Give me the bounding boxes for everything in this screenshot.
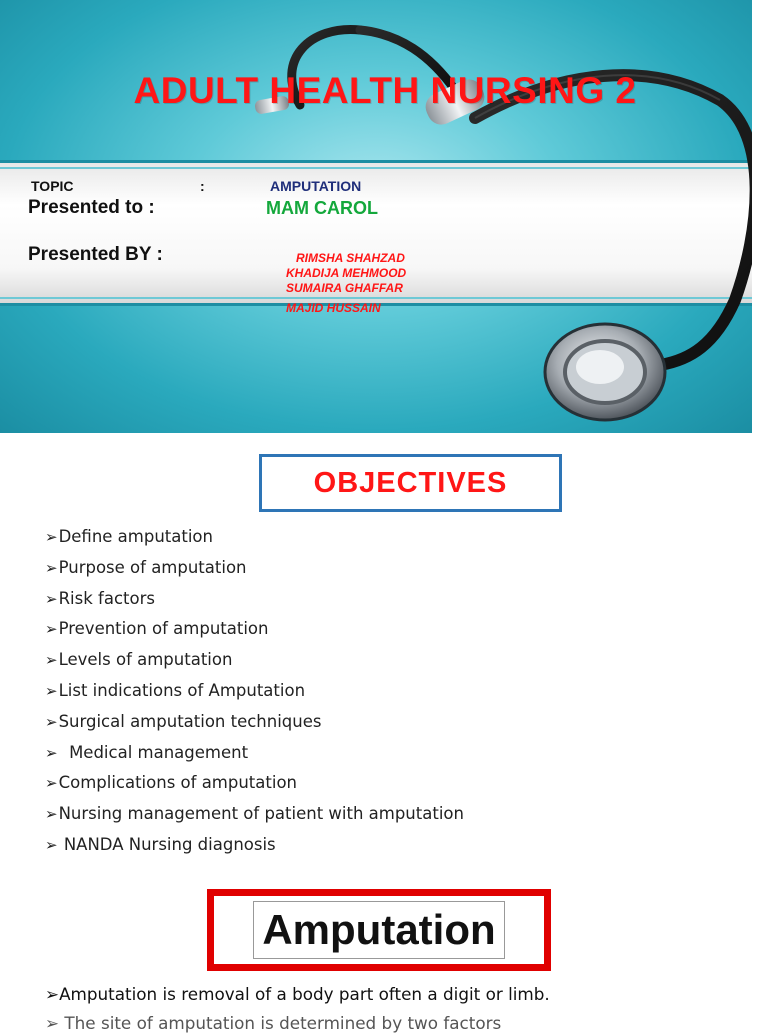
objective-text: Risk factors <box>58 588 155 608</box>
arrow-bullet-icon: ➢ <box>45 681 58 700</box>
objective-text: Nursing management of patient with amputation <box>58 804 464 824</box>
list-item <box>45 646 464 677</box>
objective-text: Define amputation <box>58 527 213 546</box>
objectives-heading-box <box>259 454 562 512</box>
title-slide <box>0 0 752 433</box>
list-item <box>45 831 464 862</box>
topic-value: AMPUTATION <box>270 178 362 194</box>
presentation-title: ADULT HEALTH NURSING 2 <box>133 70 637 111</box>
arrow-bullet-icon: ➢ <box>45 743 58 762</box>
objective-text: NANDA Nursing diagnosis <box>58 834 276 854</box>
objective-text: Surgical amputation techniques <box>58 711 322 731</box>
member-name: MAJID HUSSAIN <box>286 301 381 315</box>
topic-label: TOPIC <box>31 178 74 194</box>
list-item <box>45 739 464 770</box>
objectives-heading: OBJECTIVES <box>313 466 508 499</box>
objective-text: Levels of amputation <box>58 650 233 670</box>
list-item <box>45 800 464 831</box>
amputation-site-text: The site of amputation is determined by two factors <box>64 1013 502 1033</box>
list-item <box>45 769 464 800</box>
arrow-bullet-icon: ➢ <box>45 984 60 1004</box>
list-item <box>45 615 464 646</box>
arrow-bullet-icon: ➢ <box>45 651 58 670</box>
presented-to-value: MAM CAROL <box>266 198 378 218</box>
list-item <box>45 708 464 739</box>
arrow-bullet-icon: ➢ <box>45 712 58 731</box>
arrow-bullet-icon: ➢ <box>45 805 58 824</box>
arrow-bullet-icon: ➢ <box>45 620 58 639</box>
arrow-bullet-icon: ➢ <box>45 835 58 854</box>
list-item <box>45 677 464 708</box>
presented-by-label: Presented BY : <box>28 244 163 265</box>
amputation-heading-frame <box>253 901 504 959</box>
presented-to-label: Presented to : <box>28 197 155 218</box>
list-item <box>45 523 464 554</box>
amputation-definition-line <box>45 984 550 1004</box>
topic-colon: : <box>200 178 205 194</box>
arrow-bullet-icon: ➢ <box>45 558 58 577</box>
amputation-definition: Amputation is removal of a body part often a digit or limb. <box>59 984 550 1004</box>
objective-text: List indications of Amputation <box>58 680 306 700</box>
arrow-bullet-icon: ➢ <box>45 1013 60 1033</box>
member-name: SUMAIRA GHAFFAR <box>286 281 403 295</box>
objective-text: Medical management <box>58 742 249 762</box>
list-item <box>45 585 464 616</box>
amputation-heading-box <box>207 889 551 971</box>
amputation-site-line <box>45 1013 501 1033</box>
objective-text: Purpose of amputation <box>58 557 247 577</box>
member-name: RIMSHA SHAHZAD <box>296 251 405 265</box>
objective-text: Complications of amputation <box>58 773 297 793</box>
arrow-bullet-icon: ➢ <box>45 528 58 546</box>
arrow-bullet-icon: ➢ <box>45 774 58 793</box>
objective-text: Prevention of amputation <box>58 619 269 639</box>
amputation-heading: Amputation <box>262 906 496 953</box>
objectives-list <box>45 523 464 862</box>
list-item <box>45 554 464 585</box>
arrow-bullet-icon: ➢ <box>45 589 58 608</box>
member-name: KHADIJA MEHMOOD <box>286 266 407 280</box>
